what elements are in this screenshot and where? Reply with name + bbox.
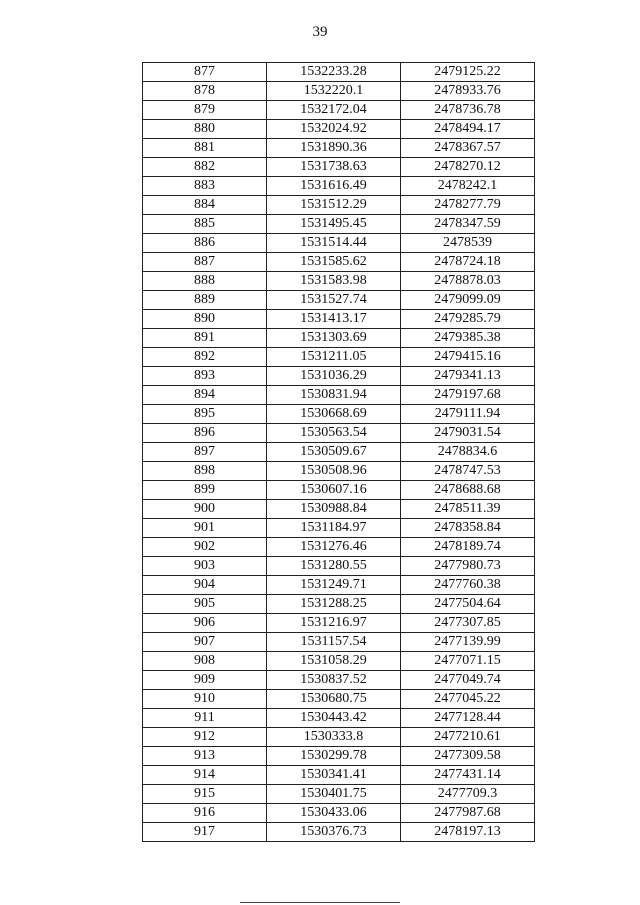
table-row xyxy=(143,386,535,405)
y-coordinate-cell: 2477987.68 xyxy=(401,804,535,823)
y-coordinate-cell: 2477210.61 xyxy=(401,728,535,747)
table-row xyxy=(143,766,535,785)
table-row xyxy=(143,595,535,614)
y-coordinate-cell: 2477049.74 xyxy=(401,671,535,690)
x-coordinate-cell: 1531303.69 xyxy=(267,329,401,348)
y-coordinate-cell: 2477071.15 xyxy=(401,652,535,671)
y-coordinate-cell: 2479031.54 xyxy=(401,424,535,443)
table-row xyxy=(143,291,535,310)
table-row xyxy=(143,614,535,633)
point-number-cell: 916 xyxy=(143,804,267,823)
bottom-divider xyxy=(240,902,400,903)
point-number-cell: 900 xyxy=(143,500,267,519)
x-coordinate-cell: 1530443.42 xyxy=(267,709,401,728)
x-coordinate-cell: 1530341.41 xyxy=(267,766,401,785)
point-number-cell: 909 xyxy=(143,671,267,690)
table-row xyxy=(143,120,535,139)
y-coordinate-cell: 2478189.74 xyxy=(401,538,535,557)
x-coordinate-cell: 1531616.49 xyxy=(267,177,401,196)
x-coordinate-cell: 1531036.29 xyxy=(267,367,401,386)
x-coordinate-cell: 1531276.46 xyxy=(267,538,401,557)
x-coordinate-cell: 1531058.29 xyxy=(267,652,401,671)
x-coordinate-cell: 1530376.73 xyxy=(267,823,401,842)
point-number-cell: 905 xyxy=(143,595,267,614)
y-coordinate-cell: 2477128.44 xyxy=(401,709,535,728)
point-number-cell: 914 xyxy=(143,766,267,785)
x-coordinate-cell: 1531738.63 xyxy=(267,158,401,177)
y-coordinate-cell: 2478270.12 xyxy=(401,158,535,177)
table-row xyxy=(143,519,535,538)
y-coordinate-cell: 2478347.59 xyxy=(401,215,535,234)
point-number-cell: 906 xyxy=(143,614,267,633)
table-row xyxy=(143,158,535,177)
point-number-cell: 915 xyxy=(143,785,267,804)
x-coordinate-cell: 1530509.67 xyxy=(267,443,401,462)
y-coordinate-cell: 2478197.13 xyxy=(401,823,535,842)
y-coordinate-cell: 2478358.84 xyxy=(401,519,535,538)
table-row xyxy=(143,310,535,329)
y-coordinate-cell: 2478747.53 xyxy=(401,462,535,481)
point-number-cell: 913 xyxy=(143,747,267,766)
table-row xyxy=(143,177,535,196)
y-coordinate-cell: 2478933.76 xyxy=(401,82,535,101)
table-row xyxy=(143,652,535,671)
y-coordinate-cell: 2477045.22 xyxy=(401,690,535,709)
y-coordinate-cell: 2477504.64 xyxy=(401,595,535,614)
page-number: 39 xyxy=(312,24,328,40)
table-row xyxy=(143,557,535,576)
table-row xyxy=(143,443,535,462)
point-number-cell: 895 xyxy=(143,405,267,424)
x-coordinate-cell: 1530831.94 xyxy=(267,386,401,405)
table-row xyxy=(143,253,535,272)
x-coordinate-cell: 1531583.98 xyxy=(267,272,401,291)
point-number-cell: 897 xyxy=(143,443,267,462)
x-coordinate-cell: 1531585.62 xyxy=(267,253,401,272)
point-number-cell: 903 xyxy=(143,557,267,576)
table-row xyxy=(143,234,535,253)
point-number-cell: 901 xyxy=(143,519,267,538)
table-row xyxy=(143,82,535,101)
point-number-cell: 893 xyxy=(143,367,267,386)
table-row xyxy=(143,462,535,481)
y-coordinate-cell: 2477307.85 xyxy=(401,614,535,633)
x-coordinate-cell: 1531413.17 xyxy=(267,310,401,329)
point-number-cell: 891 xyxy=(143,329,267,348)
x-coordinate-cell: 1531211.05 xyxy=(267,348,401,367)
y-coordinate-cell: 2479197.68 xyxy=(401,386,535,405)
x-coordinate-cell: 1530563.54 xyxy=(267,424,401,443)
y-coordinate-cell: 2477309.58 xyxy=(401,747,535,766)
y-coordinate-cell: 2478736.78 xyxy=(401,101,535,120)
x-coordinate-cell: 1530299.78 xyxy=(267,747,401,766)
table-row xyxy=(143,481,535,500)
point-number-cell: 917 xyxy=(143,823,267,842)
x-coordinate-cell: 1531184.97 xyxy=(267,519,401,538)
y-coordinate-cell: 2479099.09 xyxy=(401,291,535,310)
point-number-cell: 892 xyxy=(143,348,267,367)
point-number-cell: 881 xyxy=(143,139,267,158)
point-number-cell: 882 xyxy=(143,158,267,177)
x-coordinate-cell: 1530401.75 xyxy=(267,785,401,804)
x-coordinate-cell: 1530680.75 xyxy=(267,690,401,709)
table-row xyxy=(143,329,535,348)
x-coordinate-cell: 1531512.29 xyxy=(267,196,401,215)
y-coordinate-cell: 2479125.22 xyxy=(401,63,535,82)
point-number-cell: 894 xyxy=(143,386,267,405)
point-number-cell: 884 xyxy=(143,196,267,215)
point-number-cell: 886 xyxy=(143,234,267,253)
table-row xyxy=(143,139,535,158)
point-number-cell: 880 xyxy=(143,120,267,139)
x-coordinate-cell: 1530333.8 xyxy=(267,728,401,747)
table-row xyxy=(143,63,535,82)
table-row xyxy=(143,576,535,595)
y-coordinate-cell: 2478242.1 xyxy=(401,177,535,196)
table-row xyxy=(143,823,535,842)
x-coordinate-cell: 1531527.74 xyxy=(267,291,401,310)
y-coordinate-cell: 2478724.18 xyxy=(401,253,535,272)
y-coordinate-cell: 2477139.99 xyxy=(401,633,535,652)
point-number-cell: 888 xyxy=(143,272,267,291)
point-number-cell: 885 xyxy=(143,215,267,234)
x-coordinate-cell: 1531288.25 xyxy=(267,595,401,614)
x-coordinate-cell: 1531249.71 xyxy=(267,576,401,595)
coordinates-table xyxy=(142,62,535,842)
table-row xyxy=(143,500,535,519)
point-number-cell: 902 xyxy=(143,538,267,557)
x-coordinate-cell: 1532024.92 xyxy=(267,120,401,139)
x-coordinate-cell: 1530508.96 xyxy=(267,462,401,481)
point-number-cell: 911 xyxy=(143,709,267,728)
point-number-cell: 878 xyxy=(143,82,267,101)
y-coordinate-cell: 2479285.79 xyxy=(401,310,535,329)
y-coordinate-cell: 2478494.17 xyxy=(401,120,535,139)
y-coordinate-cell: 2479385.38 xyxy=(401,329,535,348)
x-coordinate-cell: 1531216.97 xyxy=(267,614,401,633)
table-row xyxy=(143,671,535,690)
table-row xyxy=(143,785,535,804)
x-coordinate-cell: 1532233.28 xyxy=(267,63,401,82)
y-coordinate-cell: 2477980.73 xyxy=(401,557,535,576)
table-row xyxy=(143,747,535,766)
point-number-cell: 896 xyxy=(143,424,267,443)
y-coordinate-cell: 2478511.39 xyxy=(401,500,535,519)
x-coordinate-cell: 1531495.45 xyxy=(267,215,401,234)
table-row xyxy=(143,538,535,557)
coordinates-table-body xyxy=(143,63,535,842)
y-coordinate-cell: 2477760.38 xyxy=(401,576,535,595)
table-row xyxy=(143,348,535,367)
x-coordinate-cell: 1532220.1 xyxy=(267,82,401,101)
table-row xyxy=(143,804,535,823)
x-coordinate-cell: 1531157.54 xyxy=(267,633,401,652)
x-coordinate-cell: 1530433.06 xyxy=(267,804,401,823)
x-coordinate-cell: 1531514.44 xyxy=(267,234,401,253)
table-row xyxy=(143,367,535,386)
x-coordinate-cell: 1531890.36 xyxy=(267,139,401,158)
point-number-cell: 908 xyxy=(143,652,267,671)
table-row xyxy=(143,272,535,291)
x-coordinate-cell: 1530837.52 xyxy=(267,671,401,690)
y-coordinate-cell: 2478834.6 xyxy=(401,443,535,462)
x-coordinate-cell: 1530668.69 xyxy=(267,405,401,424)
x-coordinate-cell: 1530607.16 xyxy=(267,481,401,500)
point-number-cell: 910 xyxy=(143,690,267,709)
point-number-cell: 912 xyxy=(143,728,267,747)
y-coordinate-cell: 2478277.79 xyxy=(401,196,535,215)
y-coordinate-cell: 2479111.94 xyxy=(401,405,535,424)
y-coordinate-cell: 2479415.16 xyxy=(401,348,535,367)
y-coordinate-cell: 2477431.14 xyxy=(401,766,535,785)
point-number-cell: 879 xyxy=(143,101,267,120)
y-coordinate-cell: 2478878.03 xyxy=(401,272,535,291)
point-number-cell: 899 xyxy=(143,481,267,500)
x-coordinate-cell: 1531280.55 xyxy=(267,557,401,576)
x-coordinate-cell: 1530988.84 xyxy=(267,500,401,519)
table-row xyxy=(143,728,535,747)
point-number-cell: 887 xyxy=(143,253,267,272)
table-row xyxy=(143,196,535,215)
point-number-cell: 890 xyxy=(143,310,267,329)
table-row xyxy=(143,633,535,652)
table-row xyxy=(143,424,535,443)
table-row xyxy=(143,215,535,234)
x-coordinate-cell: 1532172.04 xyxy=(267,101,401,120)
y-coordinate-cell: 2478688.68 xyxy=(401,481,535,500)
point-number-cell: 904 xyxy=(143,576,267,595)
point-number-cell: 883 xyxy=(143,177,267,196)
table-row xyxy=(143,709,535,728)
table-row xyxy=(143,690,535,709)
point-number-cell: 898 xyxy=(143,462,267,481)
point-number-cell: 889 xyxy=(143,291,267,310)
point-number-cell: 877 xyxy=(143,63,267,82)
table-row xyxy=(143,405,535,424)
point-number-cell: 907 xyxy=(143,633,267,652)
y-coordinate-cell: 2478367.57 xyxy=(401,139,535,158)
y-coordinate-cell: 2479341.13 xyxy=(401,367,535,386)
y-coordinate-cell: 2478539 xyxy=(401,234,535,253)
y-coordinate-cell: 2477709.3 xyxy=(401,785,535,804)
table-row xyxy=(143,101,535,120)
